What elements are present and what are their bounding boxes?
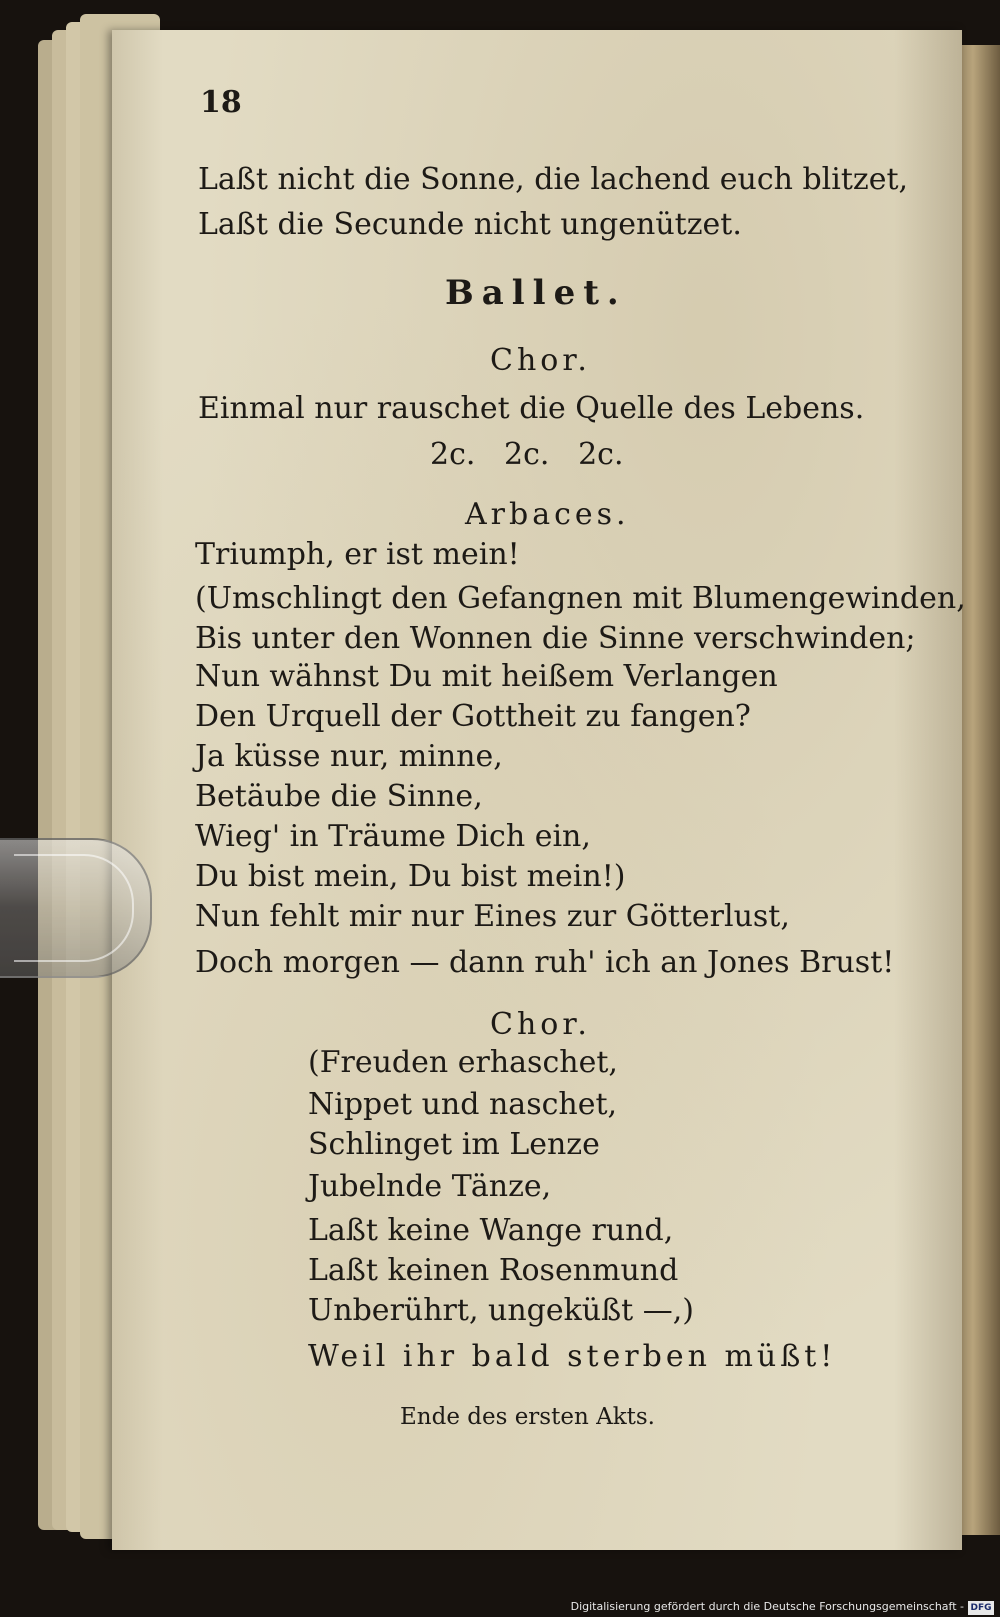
page-number: 18 [200,85,242,120]
text-line: Wieg' in Träume Dich ein, [195,819,591,854]
text-line: Schlinget im Lenze [308,1127,600,1162]
text-line: Doch morgen — dann ruh' ich an Jones Brust! [195,945,895,980]
text-line: Nun fehlt mir nur Eines zur Götterlust, [195,899,790,934]
text-line: Laßt keinen Rosenmund [308,1253,679,1288]
text-line: Jubelnde Tänze, [308,1169,552,1204]
text-line: (Freuden erhaschet, [308,1045,618,1080]
speaker-name: Chor. [490,343,591,378]
text-line: Betäube die Sinne, [195,779,483,814]
text-line: Weil ihr bald sterben müßt! [308,1339,837,1374]
text-line: Unberührt, ungeküßt —,) [308,1293,694,1328]
text-line: Einmal nur rauschet die Quelle des Lebens. [198,391,865,426]
speaker-name: Arbaces. [465,497,630,532]
dfg-logo-icon: DFG [968,1601,994,1615]
act-end-note: Ende des ersten Akts. [400,1404,655,1430]
text-line: Bis unter den Wonnen die Sinne verschwinden; [195,621,916,656]
bookmark-clip [0,838,152,978]
text-line: Laßt nicht die Sonne, die lachend euch blitzet, [198,162,909,197]
text-line: Laßt keine Wange rund, [308,1213,674,1248]
section-title: Ballet. [445,273,627,313]
text-line: 2c. 2c. 2c. [430,437,624,472]
text-line: Triumph, er ist mein! [195,537,520,572]
text-line: (Umschlingt den Gefangnen mit Blumengewinden, [195,581,966,616]
text-line: Nippet und naschet, [308,1087,618,1122]
bookmark-clip-highlight [14,854,134,962]
text-line: Laßt die Secunde nicht ungenützet. [198,207,742,242]
text-line: Den Urquell der Gottheit zu fangen? [195,699,751,734]
text-line: Nun wähnst Du mit heißem Verlangen [195,659,778,694]
text-line: Du bist mein, Du bist mein!) [195,859,626,894]
funding-credit: Digitalisierung gefördert durch die Deutsche Forschungsgemeinschaft - [570,1600,964,1613]
speaker-name: Chor. [490,1007,591,1042]
text-line: Ja küsse nur, minne, [195,739,503,774]
